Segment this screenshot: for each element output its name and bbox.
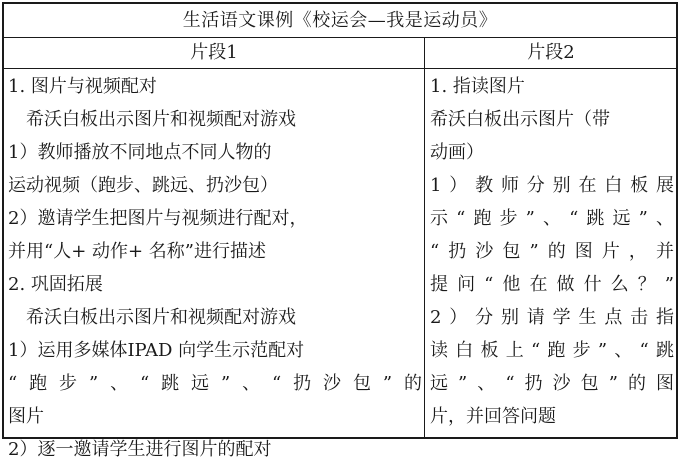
segment-1-content [8,70,422,466]
table-title: 生活语文课例《校运会—我是运动员》 [4,4,676,38]
segment-2-line: 远”、“扔沙包”的图 [430,373,674,394]
segment-1-line: 希沃白板出示图片和视频配对游戏 [26,307,296,328]
segment-2-line: “扔沙包”的图片，并 [430,241,674,262]
header-segment-1: 片段1 [190,42,238,63]
segment-1-line: 并用“人+ 动作+ 名称”进行描述 [8,241,267,262]
segment-2-line: 示“跑步”、“跳远”、 [430,208,674,229]
column-divider [424,38,425,437]
segment-1-line: 1. 图片与视频配对 [8,76,157,97]
segment-1-line: 2）逐一邀请学生进行图片的配对 [8,439,272,460]
segment-2-line: 片，并回答问题 [430,406,556,427]
segment-1-line: 希沃白板出示图片和视频配对游戏 [26,109,296,130]
segment-2-line: 读白板上“跑步”、“跳 [430,340,674,361]
segment-1-line: 2. 巩固拓展 [8,274,103,295]
header-segment-2: 片段2 [527,42,575,63]
segment-2-line: 希沃白板出示图片（带 [430,109,610,130]
segment-1-line: 图片 [8,406,44,427]
segment-1-line: 2）邀请学生把图片与视频进行配对， [8,208,308,229]
lesson-table [2,2,678,460]
segment-2-line: 提问“他在做什么？” [430,274,674,295]
segment-1-line: 1）运用多媒体IPAD 向学生示范配对 [8,340,305,361]
segment-1-line: 运动视频（跑步、跳远、扔沙包） [8,175,278,196]
segment-2-line: 动画） [430,142,484,163]
segment-2-line: 2）分别请学生点击指 [430,307,674,328]
segment-2-line: 1. 指读图片 [430,76,525,97]
segment-2-content [430,70,674,433]
segment-1-line: 1）教师播放不同地点不同人物的 [8,142,272,163]
segment-2-line: 1）教师分别在白板展 [430,175,674,196]
header-row [4,38,676,69]
segment-1-line: “跑步”、“跳远”、“扔沙包”的 [8,373,422,394]
